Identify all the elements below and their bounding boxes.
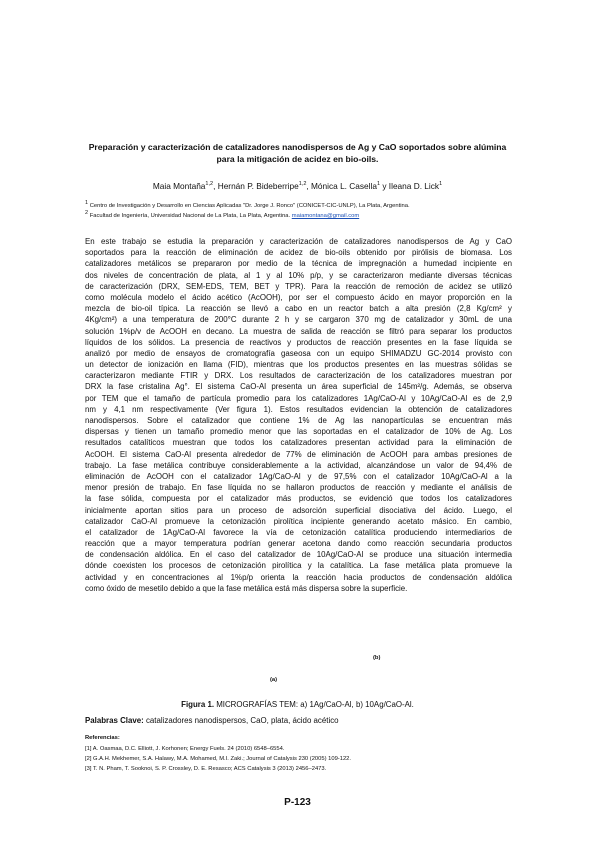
author-separator: , [213, 180, 218, 191]
reference-item: [3] T. N. Pham, T. Sooknoi, S. P. Crossley, D. E. Resasco; ACS Catalysis 3 (2013) 2456–2473. [85, 766, 327, 772]
abstract-line: AcOOH. El sistema CaO-Al presenta alrededor de 77% de eliminación de AcOOH para ambas presiones de [85, 449, 512, 459]
author-affiliation-mark: 1,2 [205, 181, 214, 187]
affiliation-mark: 2 [85, 210, 89, 216]
abstract-line: un detector de ionización en llama (FID), mientras que los productos presentes en las muestras sólidas se [85, 360, 512, 370]
title-line-2: para la mitigación de acidez en bio-oils. [216, 153, 379, 164]
reference-item: [1] A. Oasmaa, D.C. Elliott, J. Korhonen; Energy Fuels. 24 (2010) 6548–6554. [85, 746, 285, 752]
paper-title [70, 142, 525, 165]
keywords [85, 716, 515, 725]
abstract-line: soportados para la reacción de eliminación de acidez de bio-oils obtenido por pirólisis de biomasa. Los [85, 248, 512, 258]
abstract-line: resultados catalíticos muestran que todos los catalizadores presentan actividad para la eliminación de [85, 438, 512, 448]
keywords-label: Palabras Clave: [85, 716, 144, 725]
affiliation-2 [85, 209, 525, 220]
abstract-line: inicialmente aportan sitios para un proceso de adsorción superficial disociativa del ácido. Luego, el [85, 505, 512, 515]
abstract-body [85, 236, 512, 594]
author-affiliation-mark: 1 [439, 181, 443, 187]
author-separator: y [380, 180, 389, 191]
abstract-line: mezcla de bio-oil típica. La reacción se llevó a cabo en un reactor batch a alta presión (2,8 Kg/cm² y [85, 304, 512, 314]
author-name: Ileana D. Lick [388, 180, 440, 191]
abstract-line: caracterizaron mediante FTIR y DRX. Los resultados de caracterización de los catalizadores muestran por [85, 371, 512, 381]
email-link[interactable]: maiamontana@gmail.com [291, 212, 360, 219]
figure-caption-text: MICROGRAFÍAS TEM: a) 1Ag/CaO-Al, b) 10Ag/CaO-Al. [214, 700, 414, 709]
abstract-line: actividad y en concentraciones al 1%p/p orienta la reacción hacia productos de condensación aldólica [85, 572, 512, 582]
author-affiliation-mark: 1 [376, 181, 381, 187]
abstract-line: catalizadores metálicos se prepararon por medio de la técnica de impregnación a humedad incipiente en [85, 259, 512, 269]
abstract-line: En este trabajo se estudia la preparación y caracterización de catalizadores nanodispersos de Ag y CaO [85, 237, 512, 246]
abstract-line: analizó por medio de ensayos de cromatografía gaseosa con un equipo SHIMADZU GC-2014 provisto con [85, 348, 512, 358]
abstract-line: dónde coexisten los procesos de cetonización pirolítica y la catalítica. La fase metálica plata promueve la [85, 561, 512, 571]
abstract-line: la fase sólida, compuesta por el catalizador más productos, se evidenció que todos los catalizadores [85, 494, 512, 504]
author-separator: , [306, 180, 312, 191]
abstract-line: líquidos de los sólidos. La presencia de reactivos y productos de reacción presentes en la fase líquida se [85, 337, 512, 347]
abstract-line: el catalizador de 1Ag/CaO-Al favorece la vía de cetonización catalítica produciendo intermediarios de [85, 527, 512, 537]
references-list [85, 744, 515, 774]
figure-label-b: (b) [373, 655, 381, 661]
abstract-line: como molécula modelo el ácido acético (AcOOH), por ser el compuesto ácido en mayor proporción en la [85, 292, 512, 302]
affiliation-text: Facultad de Ingeniería, Universidad Nacional de La Plata, La Plata, Argentina. [89, 212, 292, 219]
figure-label-a: (a) [270, 677, 278, 683]
affiliation-mark: 1 [85, 200, 89, 206]
author-affiliation-mark: 1,2 [298, 181, 307, 187]
author-name: Maia Montaña [152, 180, 206, 191]
keywords-text: catalizadores nanodispersos, CaO, plata, ácido acético [143, 716, 339, 725]
references-heading: Referencias: [85, 735, 120, 741]
abstract-line: nanodispersos. Sobre el catalizador que contiene 1% de Ag las nanopartículas se encuentran más [85, 416, 512, 425]
abstract-line: dispersas y tienen un tamaño promedio menor que las soportadas en el catalizador de 10% de Ag. Los [85, 427, 512, 437]
abstract-line: solución 1%p/v de AcOOH en decano. La muestra de salida de reacción se filtró para separar los productos [85, 326, 512, 336]
abstract-line: trabajo. La fase metálica contribuye considerablemente a la actividad, alcanzándose un valor de 94,4% de [85, 460, 512, 470]
figure-caption-label: Figura 1. [181, 700, 215, 709]
abstract-line: por TEM que el tamaño de partícula promedio para los catalizadores 1Ag/CaO-Al y 10Ag/CaO-Al es de 2,9 [85, 393, 512, 403]
abstract-line: menor presión de trabajo. En fase líquida no se hallaron productos de reacción y mediante el análisis de [85, 483, 512, 493]
figure-caption [60, 700, 535, 709]
author-name: Mónica L. Casella [311, 180, 377, 191]
abstract-line: eliminación de AcOOH con el catalizador 1Ag/CaO-Al y de 97,5% con el catalizador 10Ag/CaO-Al a la [85, 471, 512, 481]
author-list [60, 179, 535, 192]
affiliation-text: Centro de Investigación y Desarrollo en Ciencias Aplicadas "Dr. Jorge J. Ronco" (CONICET-CIC-UNLP), La Plata, Argentina. [89, 202, 410, 209]
abstract-line: como óxido de mesetilo debido a que la fase metálica está más dispersa sobre la superficie. [85, 583, 408, 593]
abstract-line: nm y 4,1 nm respectivamente (Ver figura 1). Estos resultados evidencian la obtención de catalizadores [85, 404, 512, 414]
reference-item: [2] G.A.H. Mekhemer, S.A. Halawy, M.A. Mohamed, M.I. Zaki.; Journal of Catalysis 230 (2005) 109-122. [85, 756, 352, 762]
page-number: P-123 [284, 797, 311, 808]
abstract-line: reacción que a mayor temperatura podrían generar acetona dando como reacción secundaria productos [85, 539, 512, 549]
title-line-1: Preparación y caracterización de catalizadores nanodispersos de Ag y CaO soportados sobre alúmina [88, 142, 507, 152]
abstract-line: de condensación aldólica. En el caso del catalizador de 10Ag/CaO-Al se produce una situación intermedia [85, 550, 512, 560]
author-name: Hernán P. Bideberripe [217, 180, 299, 191]
abstract-line: de caracterización (DRX, SEM-EDS, TEM, BET y TPR). Para la reacción de remoción de acidez se utilizó [85, 281, 512, 291]
abstract-line: 4Kg/cm²) a una temperatura de 200°C durante 2 h y se cargaron 370 mg de catalizador y 30mL de una [85, 315, 512, 325]
abstract-line: dos niveles de concentración de plata, al 1 y al 10% p/p, y se caracterizaron mediante diversas técnicas [85, 270, 512, 280]
abstract-line: catalizador CaO-Al promueve la cetonización pirolítica incipiente generando acetato másico. En cambio, [85, 516, 512, 526]
abstract-line: DRX la fase cristalina Ag°. El sistema CaO-Al presenta un área superficial de 145m²/g. Además, se observa [85, 382, 512, 392]
